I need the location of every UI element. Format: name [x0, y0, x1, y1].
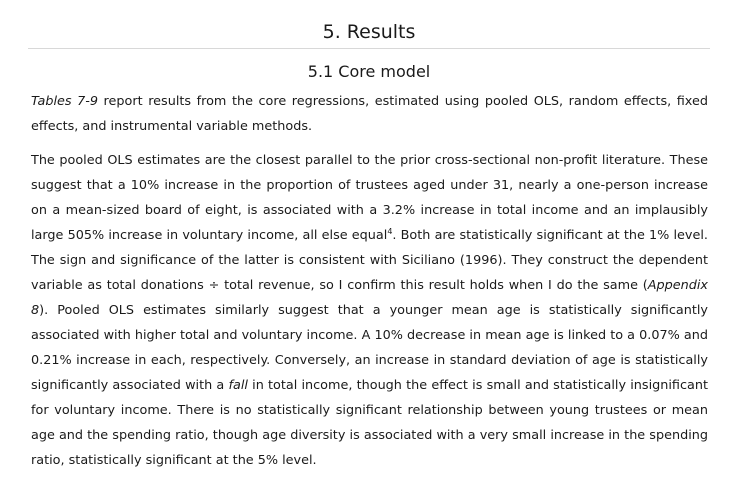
body-text-part-1: The pooled OLS estimates are the closest parallel to the prior cross-sectional non-profit literature. These suggest that a 10% increase in the proportion of trustees aged under 31, nearly a one-person increase on a mean-sized board of eight, is associated with a 3.2% increase in total income and an implausibly large 505% increase in voluntary income, all else equal: [31, 153, 708, 243]
subsection-heading: 5.1 Core model: [307, 62, 431, 81]
footnote-marker[interactable]: 4: [387, 227, 393, 236]
emphasis-fall: fall: [228, 378, 248, 393]
heading-divider: [28, 48, 710, 49]
body-text-part-3: ). Pooled OLS estimates similarly suggest that a younger mean age is statistically significantly associated with higher total and voluntary income. A 10% decrease in mean age is linked to a 0.07% and 0.21% increase in each, respectively. Conversely, an increase in standard deviation of age is statistically significantly associated with a: [31, 303, 708, 393]
appendix-reference: Appendix 8: [31, 278, 708, 318]
tables-reference: Tables 7-9: [31, 94, 98, 109]
body-text-part-4: in total income, though the effect is small and statistically insignificant for voluntary income. There is no statistically significant relationship between young trustees or mean age and the spending ratio, though age diversity is associated with a very small increase in the spending ratio, statistically significant at the 5% level.: [31, 378, 708, 468]
intro-text: report results from the core regressions, estimated using pooled OLS, random effects, fixed effects, and instrumental variable methods.: [31, 94, 708, 134]
body-text-part-2: . Both are statistically significant at the 1% level. The sign and significance of the latter is consistent with Siciliano (1996). They construct the dependent variable as total donations ÷ total revenue, so I confirm this result holds when I do the same (: [31, 228, 708, 293]
section-heading: 5. Results: [322, 21, 416, 43]
intro-paragraph: [31, 89, 708, 139]
body-paragraph: [31, 148, 708, 473]
